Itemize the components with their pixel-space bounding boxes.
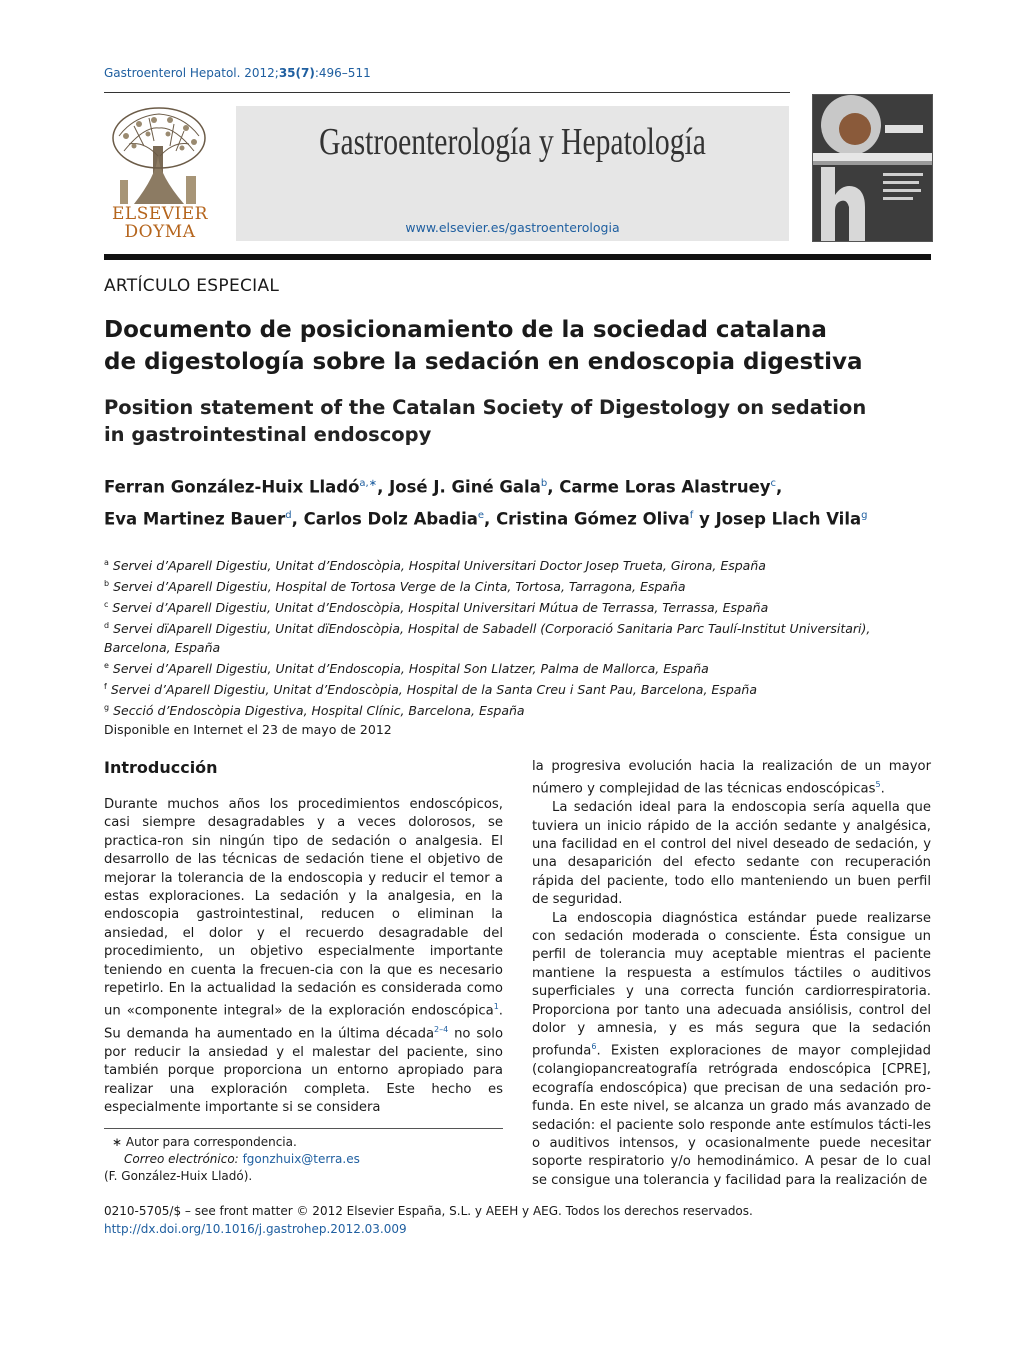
paragraph: La endoscopia diagnóstica estándar puede realizarse con sedación moderada o consciente. Ésta consigue un perfil de tolerancia muy aceptable mientras el paciente mantiene la respuesta a estímulos táctiles o auditivos superficiales y una correcta función cardiorrespiratoria. Proporciona por tanto una adecuada ansiólisis, control del dolor y amnesia, y es más segura que la sedación profunda$^6$. Existen exploraciones de mayor complejidad (colangiopancreatografía retrógrada endoscópica [CPRE], ecografía endoscópica) que precisan de una sedación pro-funda. En este nivel, se alcanza un grado más avanzado de sedación: el paciente solo responde ante estímulos tácti-les o auditivos intensos, y ocasionalmente puede necesitar soporte respiratorio y/o hemodinámico. A pesar de lo cual se consigue una tolerancia y facilidad para la realización de xyxy=(532,910,931,1188)
affiliation-item: Barcelona, España xyxy=(104,639,221,655)
author-name: Cristina Gómez Oliva xyxy=(496,509,690,528)
affiliation-item: $^c$ Servei d’Aparell Digestiu, Unitat d’Endoscòpia, Hospital Universitari Mútua de Terrassa, Terrassa, España xyxy=(104,600,769,616)
article-title-english: Position statement of the Catalan Society of Digestology on sedation in gastrointestinal endoscopy xyxy=(104,396,867,446)
body-column-left xyxy=(104,796,503,1118)
affiliation-list xyxy=(104,554,924,720)
author-name: Carme Loras Alastruey xyxy=(559,477,771,497)
paragraph: La sedación ideal para la endoscopia sería aquella que tuviera un inicio rápido de la acción sedante y analgésica, una facilidad en el control del nivel deseado de sedación, y una desaparición del efecto sedante con recuperación rápida del paciente, todo ello manteniendo un buen perfil de seguridad. xyxy=(532,800,931,908)
author-name: Josep Llach Vila xyxy=(715,509,862,528)
email-link[interactable]: fgonzhuix@terra.es xyxy=(242,1152,360,1166)
affiliation-item: $^g$ Secció d’Endoscòpia Digestiva, Hospital Clínic, Barcelona, España xyxy=(104,702,525,719)
affiliation-item: $^e$ Servei d’Aparell Digestiu, Unitat d’Endoscopia, Hospital Son Llatzer, Palma de Mallorca, España xyxy=(104,660,709,676)
affiliation-marker[interactable]: g xyxy=(861,509,868,521)
affiliation-marker[interactable]: e xyxy=(477,509,485,521)
affiliation-marker[interactable]: a,∗ xyxy=(359,478,378,489)
citation-link[interactable]: 5 xyxy=(875,780,881,790)
article-title-spanish: Documento de posicionamiento de la sociedad catalana de digestología sobre la sedación en endoscopia digestiva xyxy=(104,317,863,375)
affiliation-item: $^b$ Servei d’Aparell Digestiu, Hospital de Tortosa Verge de la Cinta, Tortosa, Tarragona, España xyxy=(104,579,686,595)
journal-cover-thumbnail xyxy=(812,94,933,242)
affiliation-item: $^a$ Servei d’Aparell Digestiu, Unitat d’Endoscòpia, Hospital Universitari Doctor Josep Trueta, Girona, España xyxy=(104,558,766,574)
journal-title: Gastroenterología y Hepatología xyxy=(319,121,706,163)
header-divider xyxy=(104,92,790,93)
citation-link[interactable]: 6 xyxy=(591,1042,597,1052)
corresponding-author-footnote: ∗ Autor para correspondencia. Correo electrónico: fgonzhuix@terra.es (F. González-Huix Lladó). xyxy=(104,1135,360,1183)
citation-link[interactable]: 2–4 xyxy=(434,1025,449,1035)
footnote-divider xyxy=(104,1128,503,1129)
affiliation-item: $^d$ Servei dïAparell Digestiu, Unitat dïEndoscòpia, Hospital de Sabadell (Corporació Sanitaria Parc Taulí-Institut Universitari), xyxy=(104,621,871,637)
section-heading-introduccion: Introducción xyxy=(104,758,218,777)
author-name: Eva Martinez Bauer xyxy=(104,509,286,528)
author-list: Ferran González-Huix Lladó$^{a,∗}$, José J. Giné Gala$^b$, Carme Loras Alastruey$^c$, Eva Martinez Bauer$^d$, Carlos Dolz Abadia$^e$, Cristina Gómez Oliva$^f$ y Josep Llach Vila$^g$ xyxy=(104,477,868,528)
affiliation-marker[interactable]: b xyxy=(540,478,548,489)
body-column-right xyxy=(532,758,931,1190)
journal-reference[interactable]: Gastroenterol Hepatol. 2012;35(7):496–511 xyxy=(104,66,371,80)
paragraph: la progresiva evolución hacia la realización de un mayor número y complejidad de las técnicas endoscópicas$^5$. xyxy=(532,759,931,797)
affiliation-marker[interactable]: c xyxy=(770,478,777,489)
copyright-footer: 0210-5705/$ – see front matter © 2012 Elsevier España, S.L. y AEEH y AEG. Todos los derechos reservados. http://dx.doi.org/10.1016/j.gastrohep.2012.03.009 xyxy=(104,1202,931,1238)
citation-link[interactable]: 1 xyxy=(493,1002,499,1012)
affiliation-marker[interactable]: f xyxy=(689,509,694,521)
author-name: Carlos Dolz Abadia xyxy=(303,509,478,528)
author-name: Ferran González-Huix Lladó xyxy=(104,477,360,497)
author-name: José J. Giné Gala xyxy=(389,477,541,497)
publisher-wordmark: ELSEVIER DOYMA xyxy=(112,204,208,242)
header-thick-rule xyxy=(104,254,931,260)
paragraph: Durante muchos años los procedimientos endoscópicos, casi siempre desagradables y a veces dolorosos, se practica-ron sin ningún tipo de sedación o analgesia. El desarrollo de las técnicas de sedación tiene el objetivo de mejorar la tolerancia de la endoscopia y reducir el temor a estas exploraciones. La sedación y la analgesia, en la endoscopia gastrointestinal, reducen o eliminan la ansiedad, el dolor y el recuerdo desagradable del procedimiento, un objetivo especialmente importante teniendo en cuenta la frecuen-cia con la que es necesario repetirlo. En la actualidad la sedación es considerada como un «componente integral» de la exploración endoscópica$^1$. Su demanda ha aumentado en la última década$^{2-4}$ no solo por reducir la ansiedad y el malestar del paciente, sino también porque proporciona un entorno apropiado para realizar una exploración completa. Este hecho es especialmente importante si se considera xyxy=(104,797,504,1116)
affiliation-item: $^f$ Servei d’Aparell Digestiu, Unitat d’Endoscòpia, Hospital de la Santa Creu i Sant Pau, Barcelona, España xyxy=(104,681,757,697)
journal-url-link[interactable]: www.elsevier.es/gastroenterologia xyxy=(405,220,620,235)
affiliation-marker[interactable]: d xyxy=(285,509,292,521)
article-type: ARTÍCULO ESPECIAL xyxy=(104,276,280,296)
doi-link[interactable]: http://dx.doi.org/10.1016/j.gastrohep.2012.03.009 xyxy=(104,1222,407,1236)
availability-date: Disponible en Internet el 23 de mayo de 2012 xyxy=(104,722,392,737)
